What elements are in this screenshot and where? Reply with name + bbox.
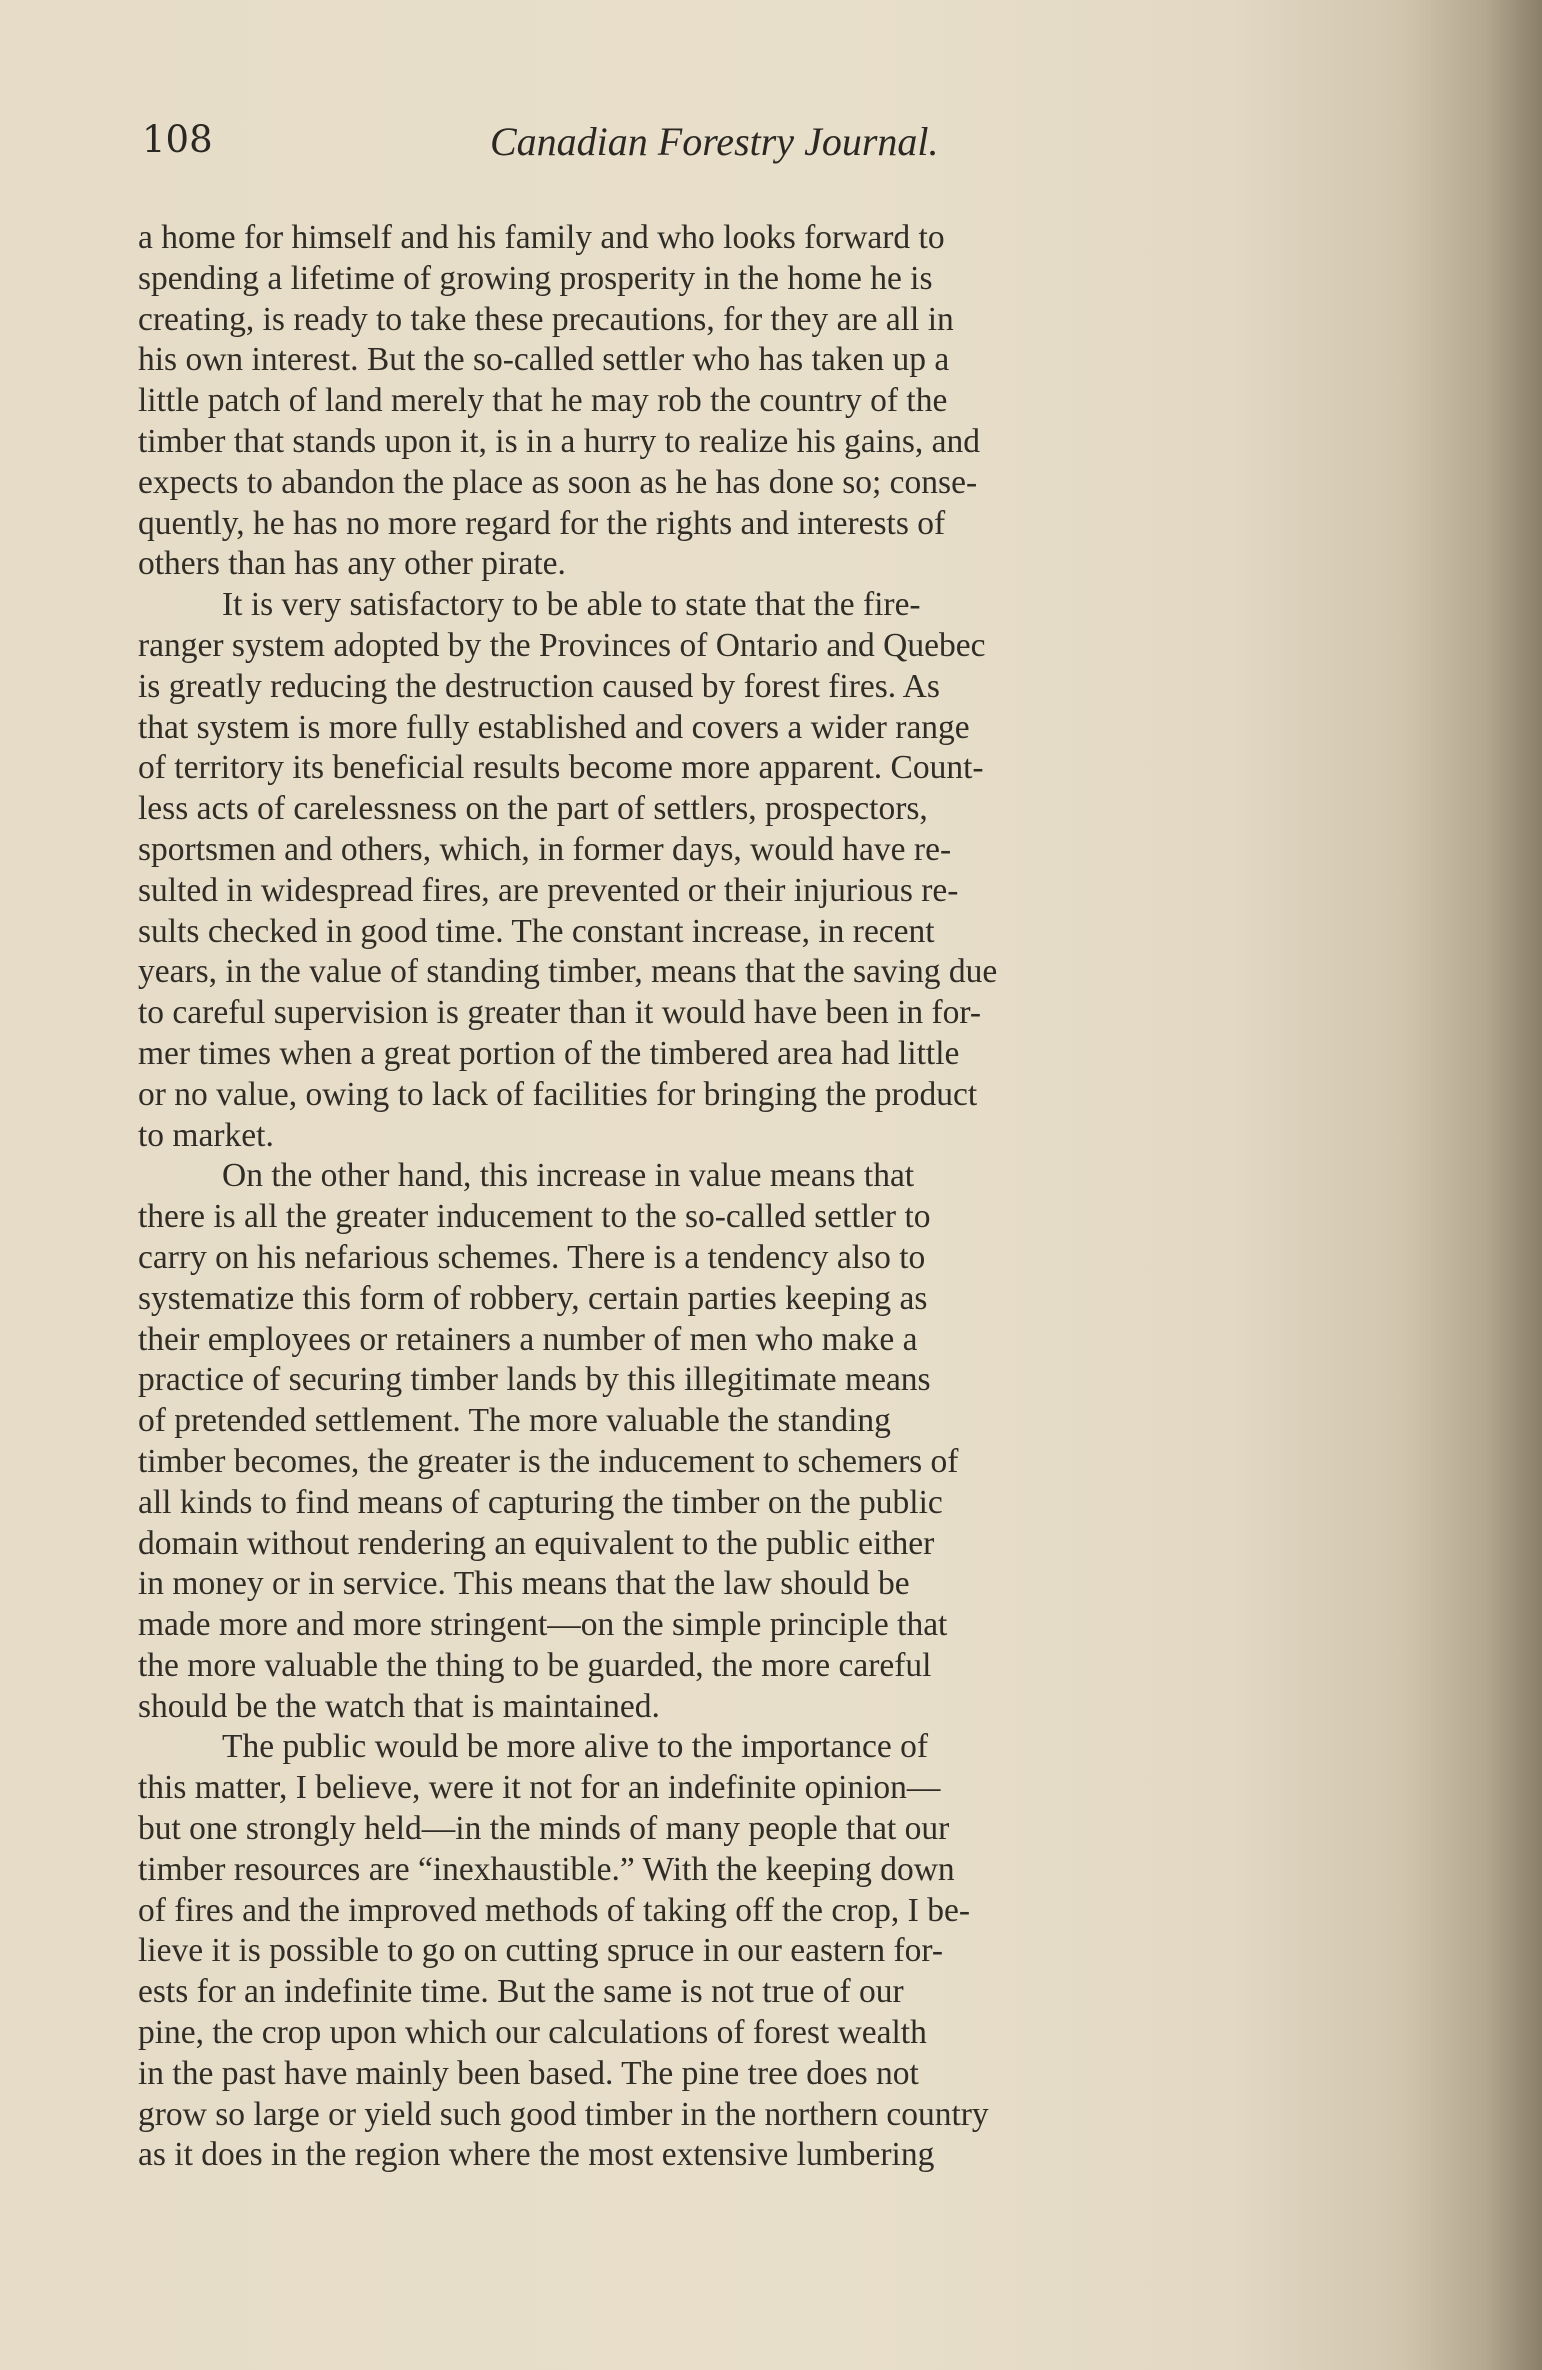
text-line: in the past have mainly been based. The pine tree does not bbox=[138, 2054, 919, 2092]
paragraph bbox=[138, 585, 1398, 1156]
text-line: sulted in widespread fires, are prevented or their injurious re- bbox=[138, 871, 959, 909]
text-line: The public would be more alive to the importance of bbox=[222, 1728, 929, 1766]
page-number: 108 bbox=[142, 118, 213, 161]
page-header bbox=[142, 118, 1342, 178]
text-line: timber resources are “inexhaustible.” With the keeping down bbox=[138, 1850, 955, 1888]
text-line: It is very satisfactory to be able to state that the fire- bbox=[222, 586, 921, 624]
text-line: of territory its beneficial results become more apparent. Count- bbox=[138, 749, 984, 787]
text-line: sults checked in good time. The constant increase, in recent bbox=[138, 912, 935, 950]
text-line: systematize this form of robbery, certain parties keeping as bbox=[138, 1279, 928, 1317]
text-line: the more valuable the thing to be guarded, the more careful bbox=[138, 1646, 932, 1684]
paragraph bbox=[138, 1156, 1398, 1727]
text-line: quently, he has no more regard for the rights and interests of bbox=[138, 504, 946, 542]
text-line: is greatly reducing the destruction caused by forest fires. As bbox=[138, 667, 940, 705]
text-line: sportsmen and others, which, in former days, would have re- bbox=[138, 830, 952, 868]
text-line: all kinds to find means of capturing the timber on the public bbox=[138, 1483, 943, 1521]
text-line: pine, the crop upon which our calculations of forest wealth bbox=[138, 2014, 927, 2052]
running-title: Canadian Forestry Journal. bbox=[490, 119, 939, 164]
text-line: On the other hand, this increase in value means that bbox=[222, 1157, 915, 1195]
text-line: spending a lifetime of growing prosperity in the home he is bbox=[138, 259, 933, 297]
text-line: of pretended settlement. The more valuable the standing bbox=[138, 1402, 891, 1440]
text-line: carry on his nefarious schemes. There is a tendency also to bbox=[138, 1238, 926, 1276]
text-line: to careful supervision is greater than it would have been in for- bbox=[138, 994, 982, 1032]
text-line: as it does in the region where the most extensive lumbering bbox=[138, 2136, 935, 2174]
text-line: practice of securing timber lands by this illegitimate means bbox=[138, 1361, 931, 1399]
text-line: little patch of land merely that he may rob the country of the bbox=[138, 382, 948, 420]
text-line: less acts of carelessness on the part of settlers, prospectors, bbox=[138, 790, 928, 828]
text-line: ests for an indefinite time. But the same is not true of our bbox=[138, 1973, 904, 2011]
text-line: timber that stands upon it, is in a hurry to realize his gains, and bbox=[138, 422, 980, 460]
text-line: or no value, owing to lack of facilities for bringing the product bbox=[138, 1075, 978, 1113]
page-edge-shadow bbox=[1402, 0, 1542, 2370]
text-line: creating, is ready to take these precautions, for they are all in bbox=[138, 300, 954, 338]
text-line: years, in the value of standing timber, means that the saving due bbox=[138, 953, 998, 991]
text-line: to market. bbox=[138, 1116, 274, 1154]
text-line: lieve it is possible to go on cutting spruce in our eastern for- bbox=[138, 1932, 944, 1970]
text-line: their employees or retainers a number of men who make a bbox=[138, 1320, 918, 1358]
text-line: mer times when a great portion of the timbered area had little bbox=[138, 1034, 960, 1072]
body-text bbox=[138, 218, 1398, 2176]
text-line: others than has any other pirate. bbox=[138, 545, 566, 583]
text-line: but one strongly held—in the minds of many people that our bbox=[138, 1810, 950, 1848]
text-line: of fires and the improved methods of taking off the crop, I be- bbox=[138, 1891, 970, 1929]
paragraph bbox=[138, 218, 1398, 585]
text-line: should be the watch that is maintained. bbox=[138, 1687, 660, 1725]
text-line: made more and more stringent—on the simple principle that bbox=[138, 1606, 948, 1644]
text-line: expects to abandon the place as soon as he has done so; conse- bbox=[138, 463, 978, 501]
text-line: domain without rendering an equivalent to the public either bbox=[138, 1524, 935, 1562]
text-line: his own interest. But the so-called settler who has taken up a bbox=[138, 341, 950, 379]
text-line: there is all the greater inducement to the so-called settler to bbox=[138, 1198, 931, 1236]
text-line: that system is more fully established and covers a wider range bbox=[138, 708, 970, 746]
text-line: ranger system adopted by the Provinces of Ontario and Quebec bbox=[138, 626, 986, 664]
text-line: this matter, I believe, were it not for an indefinite opinion— bbox=[138, 1769, 941, 1807]
paragraph bbox=[138, 1727, 1398, 2176]
text-line: grow so large or yield such good timber in the northern country bbox=[138, 2095, 989, 2133]
text-line: in money or in service. This means that the law should be bbox=[138, 1565, 910, 1603]
text-line: a home for himself and his family and who looks forward to bbox=[138, 219, 945, 256]
text-line: timber becomes, the greater is the inducement to schemers of bbox=[138, 1442, 959, 1480]
